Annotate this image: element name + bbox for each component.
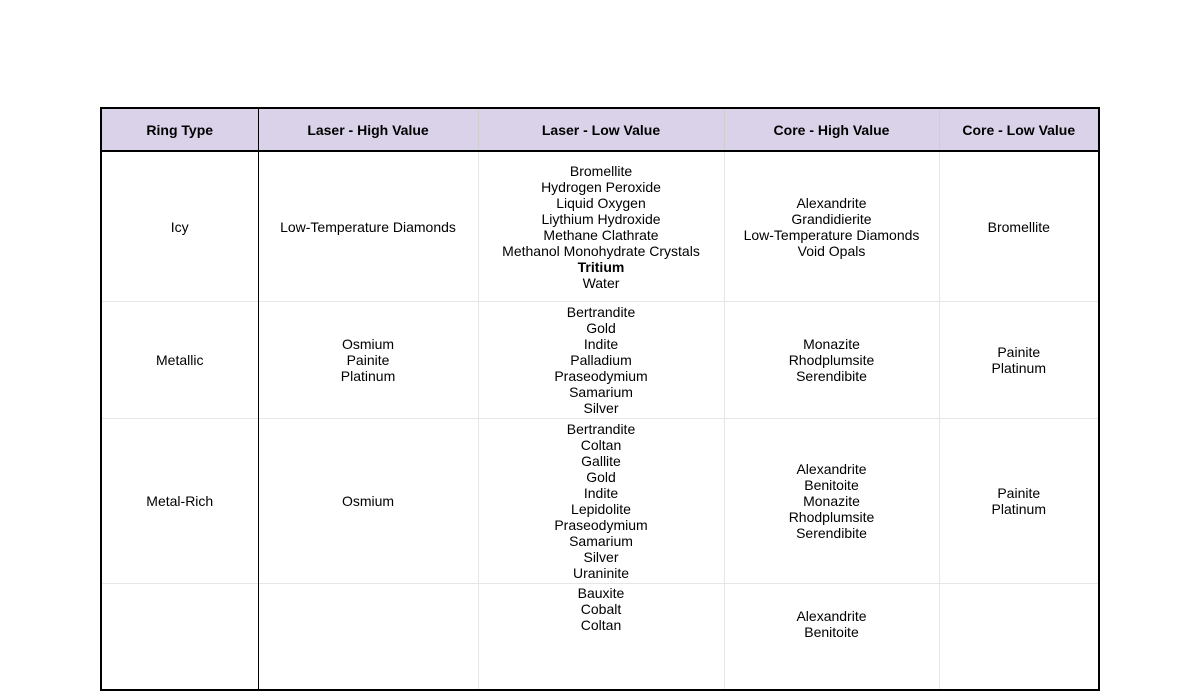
laser-low-cell <box>478 302 724 419</box>
mineral-item: Gallite <box>581 453 621 469</box>
mineral-item: Cobalt <box>580 601 622 617</box>
mineral-item: Coltan <box>580 437 622 453</box>
core-high-cell <box>724 151 939 302</box>
core-low-cell <box>939 302 1099 419</box>
mineral-item: Indite <box>583 336 619 352</box>
mineral-item: Rhodplumsite <box>788 509 875 525</box>
table-body <box>101 151 1099 690</box>
header-laser-low: Laser - Low Value <box>478 108 724 151</box>
mineral-item: Platinum <box>991 360 1046 376</box>
mineral-item: Samarium <box>569 384 633 400</box>
mineral-item: Uraninite <box>572 565 630 581</box>
mineral-item: Gold <box>586 469 616 485</box>
mineral-item: Alexandrite <box>796 461 867 477</box>
table-row <box>101 151 1099 302</box>
table-row <box>101 584 1099 691</box>
table-row <box>101 419 1099 584</box>
mineral-item: Lepidolite <box>571 501 631 517</box>
ring-type-cell <box>101 584 258 691</box>
mineral-item: Gold <box>586 320 616 336</box>
mineral-item: Osmium <box>341 493 395 509</box>
core-low-cell <box>939 419 1099 584</box>
mineral-item: Painite <box>997 485 1041 501</box>
laser-low-cell <box>478 151 724 302</box>
laser-high-cell <box>258 584 478 691</box>
ring-type-cell: Metal-Rich <box>101 419 258 584</box>
core-high-cell <box>724 584 939 691</box>
laser-high-cell <box>258 302 478 419</box>
core-low-cell <box>939 584 1099 691</box>
mineral-item: Coltan <box>580 617 622 633</box>
laser-high-cell <box>258 151 478 302</box>
mineral-item: Praseodymium <box>554 517 648 533</box>
mineral-item: Indite <box>583 485 619 501</box>
header-laser-high: Laser - High Value <box>258 108 478 151</box>
mineral-item: Tritium <box>577 258 625 275</box>
mineral-item: Palladium <box>570 352 632 368</box>
mining-table-container <box>100 107 1100 691</box>
mineral-item: Samarium <box>569 533 633 549</box>
laser-low-cell <box>478 419 724 584</box>
mineral-item: Platinum <box>340 368 396 384</box>
mineral-item: Bromellite <box>569 162 633 179</box>
mineral-item: Hydrogen Peroxide <box>541 178 661 195</box>
mineral-item: Water <box>582 274 620 291</box>
mineral-item: Serendibite <box>796 525 867 541</box>
mineral-item: Grandidierite <box>791 210 872 227</box>
core-high-cell <box>724 419 939 584</box>
mineral-item: Bertrandite <box>566 304 636 320</box>
mineral-item: Low-Temperature Diamonds <box>280 218 456 235</box>
mineral-item: Serendibite <box>796 368 867 384</box>
laser-low-cell <box>478 584 724 691</box>
ring-type-cell: Metallic <box>101 302 258 419</box>
mineral-item: Platinum <box>991 501 1046 517</box>
header-core-low: Core - Low Value <box>939 108 1099 151</box>
mineral-item: Monazite <box>803 493 860 509</box>
core-low-cell <box>939 151 1099 302</box>
mineral-item: Benitoite <box>804 624 859 640</box>
mineral-item: Methanol Monohydrate Crystals <box>502 242 700 259</box>
mineral-item: Void Opals <box>797 242 866 259</box>
mining-table <box>100 107 1100 691</box>
table-header-row <box>101 108 1099 151</box>
mineral-item: Osmium <box>341 336 395 352</box>
laser-high-cell <box>258 419 478 584</box>
mineral-item: Painite <box>346 352 390 368</box>
header-ring-type: Ring Type <box>101 108 258 151</box>
ring-type-cell: Icy <box>101 151 258 302</box>
mineral-item: Low-Temperature Diamonds <box>743 226 920 243</box>
mineral-item: Bertrandite <box>566 421 636 437</box>
mineral-item: Liquid Oxygen <box>556 194 646 211</box>
mineral-item: Silver <box>583 549 619 565</box>
mineral-item: Methane Clathrate <box>543 226 659 243</box>
table-row <box>101 302 1099 419</box>
mineral-item: Alexandrite <box>796 608 867 624</box>
mineral-item: Silver <box>583 400 619 416</box>
mineral-item: Rhodplumsite <box>788 352 875 368</box>
mineral-item: Monazite <box>803 336 860 352</box>
mineral-item: Benitoite <box>804 477 859 493</box>
mineral-item: Praseodymium <box>554 368 648 384</box>
mineral-item: Alexandrite <box>796 194 867 211</box>
mineral-item: Bauxite <box>577 585 625 601</box>
mineral-item: Painite <box>997 344 1041 360</box>
core-high-cell <box>724 302 939 419</box>
mineral-item: Liythium Hydroxide <box>541 210 661 227</box>
mineral-item: Bromellite <box>987 218 1050 235</box>
header-core-high: Core - High Value <box>724 108 939 151</box>
